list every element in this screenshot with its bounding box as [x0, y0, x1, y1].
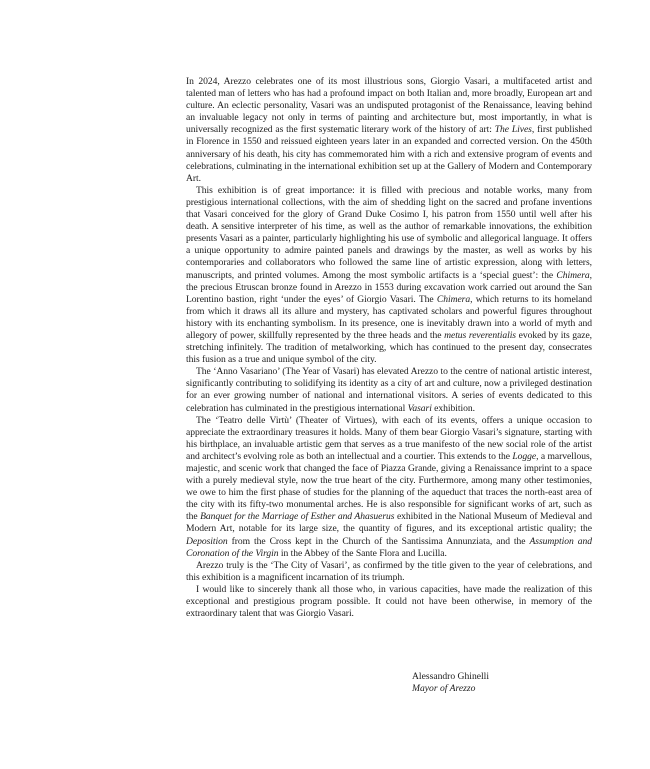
text-run: from the Cross kept in the Church of the Santissima Annunziata, and the: [227, 535, 530, 547]
text-run: In 2024, Arezzo celebrates one of its most illustrious sons, Giorgio Vasari, a multifaceted artist and talented man of letters who has had a profound impact on both Italian and, more broadly, European art and culture. An eclectic personality, Vasari was an undisputed protagonist of the Renaissance, leaving behind an invaluable legacy not only in terms of painting and architecture but, most importantly, in what is universally recognized as the first systematic literary work of the history of art:: [186, 76, 592, 136]
paragraph: [186, 185, 592, 366]
italic-text: Banquet for the Marriage of Esther and Ahasuerus: [200, 511, 395, 523]
paragraph: [186, 560, 592, 584]
text-run: , first published in Florence in 1550 and reissued eighteen years later in an expanded and corrected version. On the 450th anniversary of his death, his city has commemorated him with a rich and extensive program of events and celebrations, culminating in the international exhibition set up at the Gallery of Modern and Contemporary Art.: [186, 124, 592, 184]
italic-text: Logge: [512, 450, 537, 462]
signature-block: [412, 671, 489, 696]
text-run: The ‘Teatro delle Virtù’ (Theater of Virtues), with each of its events, offers a unique occasion to appreciate the extraordinary treasures it holds. Many of them bear Giorgio Vasari’s signature, starting with his birthplace, an invaluable artistic gem that serves as a true manifesto of the new social role of the artist and architect’s evolving role as both an intellectual and a courtier. This extends to the: [186, 414, 592, 462]
author-role: Mayor of Arezzo: [412, 683, 476, 695]
text-run: exhibited in the National Museum of Medieval and Modern Art, notable for its large size, the quantity of figures, and its exceptional artistic quality; the: [186, 511, 592, 535]
text-run: exhibition.: [431, 402, 475, 414]
paragraph: [186, 366, 592, 414]
body-text: [186, 76, 592, 620]
italic-text: metus reverentialis: [444, 329, 516, 341]
text-run: , which returns to its homeland from which it draws all its allure and mystery, has captivated scholars and powerful figures throughout history with its enchanting symbolism. In its presence, one is inevitably drawn into a world of myth and allegory of power, skillfully represented by the three heads and the: [186, 293, 592, 341]
italic-text: Chimera: [436, 293, 471, 305]
text-run: The ‘Anno Vasariano’ (The Year of Vasari) has elevated Arezzo to the centre of national artistic interest, significantly contributing to solidifying its identity as a city of art and culture, now a privileged destination for an ever growing number of national and international visitors. A series of events dedicated to this celebration has culminated in the prestigious international: [186, 366, 592, 414]
text-run: I would like to sincerely thank all those who, in various capacities, have made the realization of this exceptional and prestigious program possible. It could not have been otherwise, in memory of the extraordinary talent that was Giorgio Vasari.: [186, 583, 592, 620]
text-run: This exhibition is of great importance: it is filled with precious and notable works, many from prestigious international collections, with the aim of shedding light on the sacred and profane inventions that Vasari conceived for the glory of Grand Duke Cosimo I, his patron from 1550 until well after his death. A sensitive interpreter of his time, as well as the author of remarkable innovations, the exhibition presents Vasari as a painter, particularly highlighting his use of symbolic and allegorical language. It offers a unique opportunity to admire painted panels and drawings by the master, as well as works by his contemporaries and collaborators who followed the same line of artistic expression, along with letters, manuscripts, and printed volumes. Among the most symbolic artifacts is a ‘special guest’: the: [186, 184, 592, 281]
text-run: , the precious Etruscan bronze found in Arezzo in 1553 during excavation work carried out around the San Lorentino bastion, right ‘under the eyes’ of Giorgio Vasari. The: [186, 269, 592, 305]
italic-text: Vasari: [407, 402, 432, 414]
italic-text: The Lives: [494, 124, 532, 136]
text-run: evoked by its gaze, stretching infinitely. The tradition of metalworking, which has continued to the present day, consecrates this fusion as a true and unique symbol of the city.: [186, 329, 593, 366]
italic-text: Chimera: [556, 269, 590, 281]
text-run: , a marvellous, majestic, and scenic work that changed the face of Piazza Grande, giving a Renaissance imprint to a space with a purely medieval style, now the true heart of the city. Furthermore, among many other testimonies, we owe to him the first phase of studies for the planning of the aqueduct that traces the north-east area of the city with its fifty-two monumental arches. He is also responsible for significant works of art, such as the: [186, 450, 593, 523]
italic-text: Deposition: [186, 535, 228, 547]
text-run: Arezzo truly is the ‘The City of Vasari’, as confirmed by the title given to the year of celebrations, and this exhibition is a magnificent incarnation of its triumph.: [186, 559, 592, 583]
author-name: Alessandro Ghinelli: [412, 671, 490, 682]
text-run: in the Abbey of the Sante Flora and Lucilla.: [278, 547, 447, 559]
italic-text: Assumption and Coronation of the Virgin: [186, 535, 592, 559]
paragraph: [186, 584, 592, 620]
paragraph: [186, 415, 592, 560]
paragraph: [186, 76, 592, 185]
